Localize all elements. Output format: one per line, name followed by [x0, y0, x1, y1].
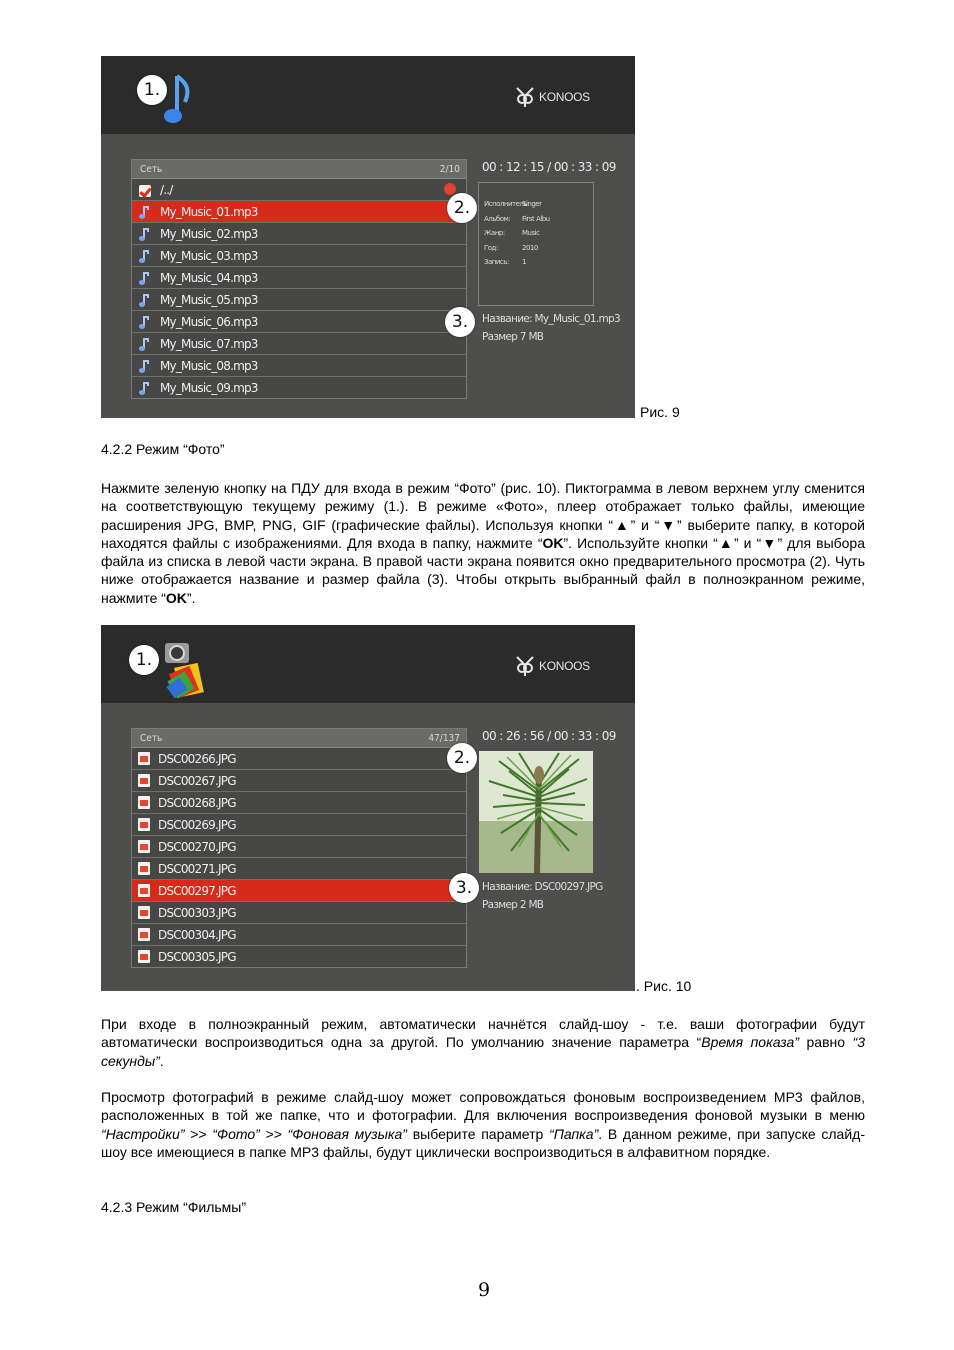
list-item-label: DSC00297.JPG [158, 883, 236, 898]
list-item[interactable] [132, 748, 466, 770]
list-item-label: My_Music_03.mp3 [160, 248, 258, 263]
image-file-icon [138, 774, 150, 787]
list-item-label: DSC00271.JPG [158, 861, 236, 876]
info-album: Альбом: First Albu [484, 214, 550, 223]
check-icon [138, 183, 152, 197]
list-item-label: DSC00266.JPG [158, 751, 236, 766]
file-details [482, 878, 603, 914]
section-heading-4-2-2: 4.2.2 Режим “Фото” [101, 441, 225, 457]
image-file-icon [138, 818, 150, 831]
callout-badge-3: 3. [449, 873, 479, 903]
list-item[interactable] [132, 311, 466, 333]
up-arrow-symbol: ▲ [717, 534, 734, 551]
list-counter: 2/10 [439, 163, 460, 175]
list-item[interactable] [132, 377, 466, 398]
photo-mode-paragraph: Нажмите зеленую кнопку на ПДУ для входа в режим “Фото” (рис. 10). Пиктограмма в левом верхнем углу сменится на соответствующую текущему режиму (1.). В режиме «Фото», плеер отображает только файлы, имеющие расширения JPG, BMP, PNG, GIF (графические файлы). Используя кнопки “▲” и “▼” выберите папку, в которой находятся файлы с изображениями. Для входа в папку, нажмите “OK”. Используйте кнопки “▲” и “▼” для выбора файла из списка в левой части экрана. В правой части экрана появится окно предварительного просмотра (2). Чуть ниже отображается название и размер файла (3). Чтобы открыть выбранный файл в полноэкранном режиме, нажмите “OK”. [101, 480, 866, 606]
callout-badge-2: 2. [447, 193, 477, 223]
list-counter: 47/137 [428, 732, 460, 744]
music-note-icon [138, 271, 152, 285]
list-item[interactable] [132, 355, 466, 377]
music-note-icon [138, 205, 152, 219]
slideshow-paragraph: При входе в полноэкранный режим, автоматически начнётся слайд-шоу - т.е. ваши фотографии будут автоматически воспроизводиться одна за другой. По умолчанию значение параметра “Время показа” равно “3 секунды”. [101, 1016, 866, 1069]
callout-badge-2: 2. [447, 743, 477, 773]
playback-timecode: 00 : 12 : 15 / 00 : 33 : 09 [482, 160, 616, 174]
list-item[interactable] [132, 201, 466, 223]
down-arrow-symbol: ▼ [761, 534, 778, 551]
music-note-icon [138, 227, 152, 241]
list-item-label: DSC00305.JPG [158, 949, 236, 964]
image-file-icon [138, 862, 150, 875]
pine-branch-image [479, 751, 593, 873]
up-arrow-symbol: ▲ [613, 516, 631, 533]
music-note-icon [163, 72, 193, 128]
image-preview [479, 751, 593, 873]
list-item-label: My_Music_06.mp3 [160, 314, 258, 329]
konoos-logo [516, 653, 590, 679]
list-item[interactable] [132, 880, 466, 902]
image-file-icon [138, 840, 150, 853]
list-item-label: /../ [160, 182, 173, 197]
music-note-icon [138, 249, 152, 263]
music-note-icon [138, 381, 152, 395]
callout-badge-1: 1. [129, 645, 159, 675]
list-item-label: DSC00270.JPG [158, 839, 236, 854]
list-item[interactable] [132, 267, 466, 289]
list-item[interactable] [132, 814, 466, 836]
konoos-logo [516, 84, 590, 110]
music-note-icon [138, 337, 152, 351]
list-item[interactable] [132, 289, 466, 311]
track-info-panel [478, 182, 594, 306]
list-item-label: DSC00303.JPG [158, 905, 236, 920]
ok-key-label: OK [165, 589, 187, 606]
figure-9-caption: Рис. 9 [640, 404, 680, 420]
down-arrow-symbol: ▼ [659, 516, 678, 533]
list-item-label: My_Music_04.mp3 [160, 270, 258, 285]
camera-icon [159, 639, 205, 699]
list-item[interactable] [132, 924, 466, 946]
list-item[interactable] [132, 245, 466, 267]
info-artist: Исполнитель Singer [484, 200, 542, 209]
image-file-icon [138, 884, 150, 897]
list-item-label: My_Music_08.mp3 [160, 358, 258, 373]
list-item[interactable] [132, 902, 466, 924]
logo-text: KONOOS [539, 90, 590, 104]
background-music-paragraph: Просмотр фотографий в режиме слайд-шоу может сопровождаться фоновым воспроизведением MP3 файлов, расположенных в той же папке, что и фотографии. Для включения воспроизведения фоновой музыки в меню “Настройки” >> “Фото” >> “Фоновая музыка” выберите параметр “Папка”. В данном режиме, при запуске слайд-шоу все имеющиеся в папке MP3 файлы, будут циклически воспроизводиться в алфавитном порядке. [101, 1089, 865, 1160]
figure-9-screenshot [101, 56, 635, 418]
callout-badge-3: 3. [445, 307, 475, 337]
list-item-parent-folder[interactable] [132, 179, 466, 201]
list-item-label: My_Music_09.mp3 [160, 380, 258, 395]
list-item-label: DSC00269.JPG [158, 817, 236, 832]
file-list [131, 159, 467, 399]
image-file-icon [138, 752, 150, 765]
list-item[interactable] [132, 223, 466, 245]
list-item[interactable] [132, 858, 466, 880]
logo-text: KONOOS [539, 659, 590, 673]
playback-timecode: 00 : 26 : 56 / 00 : 33 : 09 [482, 729, 616, 743]
file-size: Размер 7 MB [482, 331, 544, 343]
list-item-label: DSC00304.JPG [158, 927, 236, 942]
konoos-logo-icon [516, 655, 534, 677]
file-name: Название: My_Music_01.mp3 [482, 313, 620, 325]
image-file-icon [138, 906, 150, 919]
image-file-icon [138, 950, 150, 963]
info-genre: Жанр: Music [484, 229, 540, 238]
image-file-icon [138, 928, 150, 941]
file-name: Название: DSC00297.JPG [482, 881, 603, 893]
list-item-label: My_Music_01.mp3 [160, 204, 258, 219]
list-item-label: My_Music_07.mp3 [160, 336, 258, 351]
section-heading-4-2-3: 4.2.3 Режим “Фильмы” [101, 1199, 247, 1215]
list-item-label: DSC00268.JPG [158, 795, 236, 810]
figure-10-caption: . Рис. 10 [636, 978, 692, 994]
list-title: Сеть [140, 732, 163, 744]
callout-badge-1: 1. [137, 75, 167, 105]
file-list [131, 728, 467, 968]
list-header [132, 729, 466, 748]
list-item[interactable] [132, 836, 466, 858]
music-note-icon [138, 293, 152, 307]
list-item-label: My_Music_05.mp3 [160, 292, 258, 307]
list-item[interactable] [132, 946, 466, 967]
music-note-icon [138, 315, 152, 329]
list-item-label: DSC00267.JPG [158, 773, 236, 788]
ok-key-label: OK [542, 534, 564, 551]
list-header [132, 160, 466, 179]
info-year: Год: 2010 [484, 243, 538, 252]
file-details [482, 310, 620, 346]
figure-10-screenshot [101, 625, 635, 991]
list-title: Сеть [140, 163, 163, 175]
list-item[interactable] [132, 770, 466, 792]
file-size: Размер 2 MB [482, 899, 544, 911]
image-file-icon [138, 796, 150, 809]
back-arrow-icon [444, 183, 456, 195]
music-note-icon [138, 359, 152, 373]
list-item-label: My_Music_02.mp3 [160, 226, 258, 241]
info-track: Запись: 1 [484, 258, 526, 267]
list-item[interactable] [132, 792, 466, 814]
page-number: 9 [478, 1279, 491, 1301]
konoos-logo-icon [516, 86, 534, 108]
list-item[interactable] [132, 333, 466, 355]
